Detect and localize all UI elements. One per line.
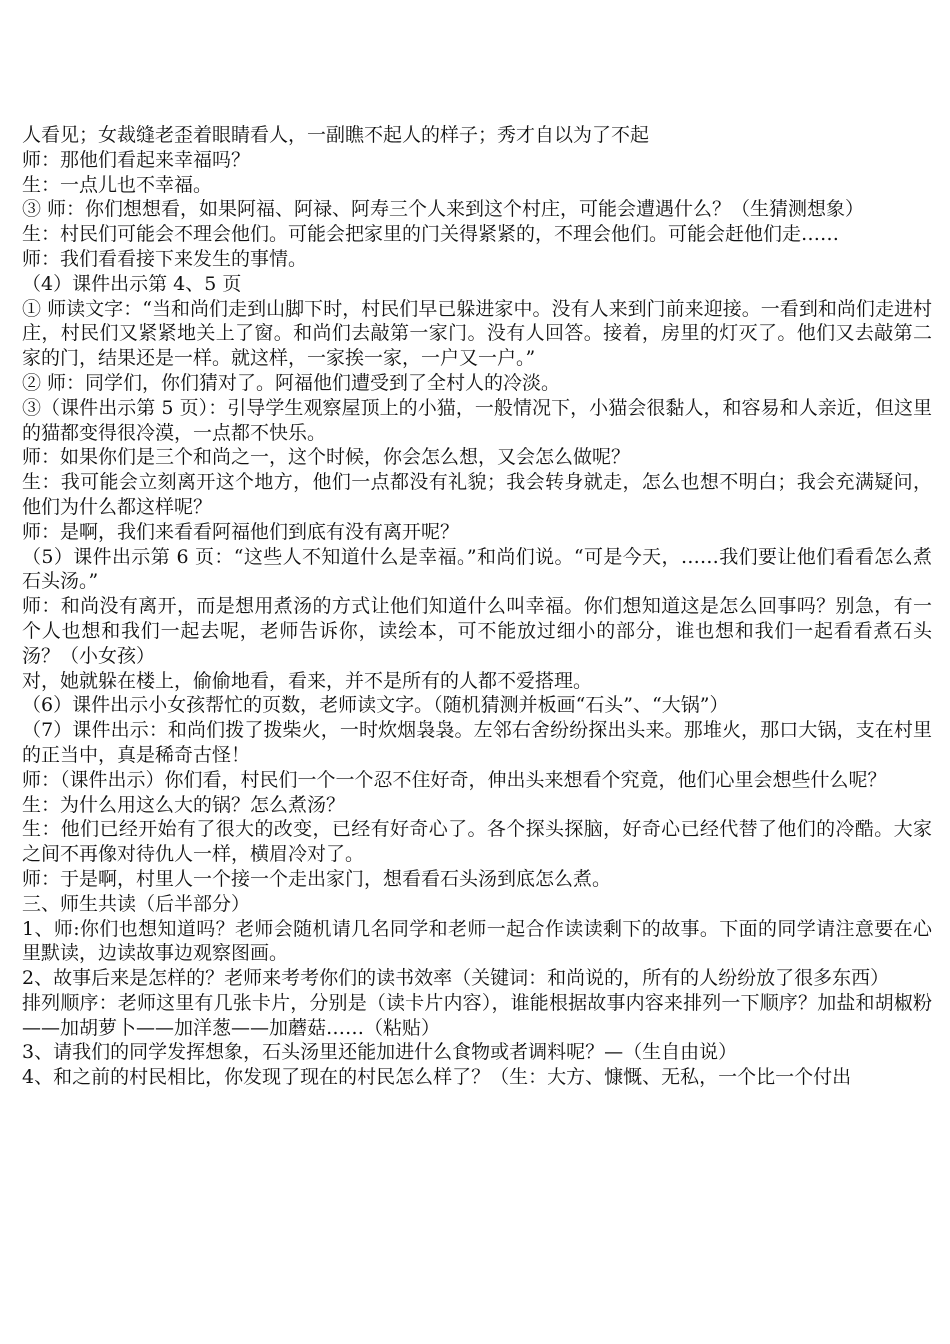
section-heading: 三、师生共读（后半部分） xyxy=(22,892,251,915)
paragraph: 师：于是啊，村里人一个接一个走出家门，想看看石头汤到底怎么煮。 xyxy=(22,867,612,890)
paragraph: ① 师读文字：“当和尚们走到山脚下时，村民们早已躲进家中。没有人来到门前来迎接。一看到和尚们走进村庄，村民们又紧紧地关上了窗。和尚们去敲第一家门。没有人回答。接着，房里的灯灭了。他们又去敲第二家的门，结果还是一样。就这样，一家挨一家，一户又一户。” xyxy=(22,297,932,370)
paragraph: ③（课件出示第 5 页）：引导学生观察屋顶上的小猫，一般情况下，小猫会很黏人，和容易和人亲近，但这里的猫都变得很冷漠，一点都不快乐。 xyxy=(22,396,932,444)
paragraph: 生：我可能会立刻离开这个地方，他们一点都没有礼貌；我会转身就走，怎么也想不明白；我会充满疑问，他们为什么都这样呢？ xyxy=(22,471,932,518)
paragraph: 3、请我们的同学发挥想象，石头汤里还能加进什么食物或者调料呢？—（生自由说） xyxy=(22,1041,738,1064)
paragraph: 师：如果你们是三个和尚之一，这个时候，你会怎么想，又会怎么做呢？ xyxy=(22,446,631,469)
document-text xyxy=(22,123,932,1090)
paragraph: ③ 师：你们想想看，如果阿福、阿禄、阿寿三个人来到这个村庄，可能会遭遇什么？（生猜测想象） xyxy=(22,198,865,221)
paragraph: 师：是啊，我们来看看阿福他们到底有没有离开呢？ xyxy=(22,520,460,543)
paragraph: 生：村民们可能会不理会他们。可能会把家里的门关得紧紧的，不理会他们。可能会赶他们走…… xyxy=(22,223,840,246)
paragraph: 生：他们已经开始有了很大的改变，已经有好奇心了。各个探头探脑，好奇心已经代替了他们的冷酷。大家之间不再像对待仇人一样，横眉冷对了。 xyxy=(22,818,932,866)
paragraph: 师：和尚没有离开，而是想用煮汤的方式让他们知道什么叫幸福。你们想知道这是怎么回事吗？别急，有一个人也想和我们一起去呢，老师告诉你，读绘本，可不能放过细小的部分，谁也想和我们一起看看煮石头汤？（小女孩） xyxy=(22,595,932,667)
paragraph: 师：我们看看接下来发生的事情。 xyxy=(22,247,308,270)
paragraph: ② 师：同学们，你们猜对了。阿福他们遭受到了全村人的冷淡。 xyxy=(22,371,561,394)
paragraph: 人看见；女裁缝老歪着眼睛看人，一副瞧不起人的样子；秀才自以为了不起 xyxy=(22,124,650,146)
paragraph: 2、故事后来是怎样的？老师来考考你们的读书效率（关键词：和尚说的，所有的人纷纷放了很多东西） xyxy=(22,967,890,990)
paragraph: （6）课件出示小女孩帮忙的页数，老师读文字。（随机猜测并板画“石头”、“大锅”） xyxy=(22,694,729,717)
paragraph: 师：（课件出示）你们看，村民们一个一个忍不住好奇，伸出头来想看个究竟，他们心里会想些什么呢？ xyxy=(22,768,887,791)
paragraph: 生：为什么用这么大的锅？怎么煮汤？ xyxy=(22,793,346,816)
paragraph: 对，她就躲在楼上，偷偷地看，看来，并不是所有的人都不爱搭理。 xyxy=(22,669,593,692)
paragraph: 1、师:你们也想知道吗？老师会随机请几名同学和老师一起合作读读剩下的故事。下面的同学请注意要在心里默读，边读故事边观察图画。 xyxy=(22,917,932,965)
paragraph: （4）课件出示第 4、5 页 xyxy=(22,272,242,295)
paragraph: 排列顺序：老师这里有几张卡片，分别是（读卡片内容），谁能根据故事内容来排列一下顺序？加盐和胡椒粉——加胡萝卜——加洋葱——加蘑菇……（粘贴） xyxy=(22,991,932,1039)
paragraph: 生：一点儿也不幸福。 xyxy=(22,173,213,196)
paragraph: （7）课件出示：和尚们拨了拨柴火，一时炊烟袅袅。左邻右舍纷纷探出头来。那堆火，那口大锅，支在村里的正当中，真是稀奇古怪！ xyxy=(22,719,932,766)
paragraph: （5）课件出示第 6 页：“这些人不知道什么是幸福。”和尚们说。“可是今天，……我们要让他们看看怎么煮石头汤。” xyxy=(22,545,932,593)
paragraph: 4、和之前的村民相比，你发现了现在的村民怎么样了？（生：大方、慷慨、无私，一个比一个付出 xyxy=(22,1066,852,1089)
paragraph: 师：那他们看起来幸福吗？ xyxy=(22,148,251,171)
